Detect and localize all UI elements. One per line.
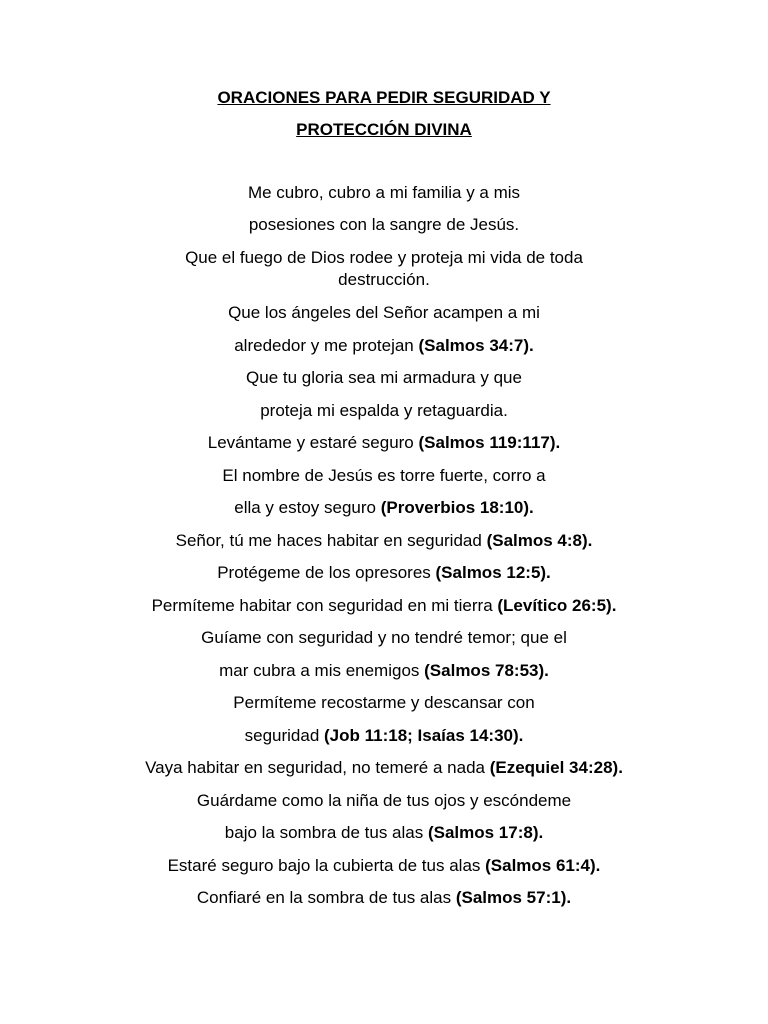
prayer-text: destrucción. bbox=[338, 270, 430, 289]
prayer-line bbox=[0, 791, 768, 811]
prayer-line bbox=[0, 888, 768, 908]
prayer-line bbox=[0, 433, 768, 453]
prayer-text: Permíteme habitar con seguridad en mi tierra bbox=[151, 596, 498, 615]
prayer-text: Estaré seguro bajo la cubierta de tus alas bbox=[167, 856, 486, 875]
scripture-reference: (Salmos 17:8). bbox=[427, 823, 544, 842]
prayer-text: Levántame y estaré seguro bbox=[207, 433, 419, 452]
prayer-line bbox=[0, 563, 768, 583]
prayer-line bbox=[0, 726, 768, 746]
scripture-reference: (Job 11:18; Isaías 14:30). bbox=[324, 726, 524, 745]
prayer-line bbox=[0, 466, 768, 486]
prayer-text: Señor, tú me haces habitar en seguridad bbox=[175, 531, 487, 550]
prayer-text: Me cubro, cubro a mi familia y a mis bbox=[247, 183, 521, 202]
prayer-line bbox=[0, 823, 768, 843]
scripture-reference: (Salmos 12:5). bbox=[435, 563, 551, 582]
prayer-line bbox=[0, 248, 768, 268]
prayer-text: bajo la sombra de tus alas bbox=[224, 823, 428, 842]
prayer-line bbox=[0, 661, 768, 681]
document-title-line-2: PROTECCIÓN DIVINA bbox=[296, 120, 472, 139]
scripture-reference: (Proverbios 18:10). bbox=[380, 498, 534, 517]
scripture-reference: (Salmos 78:53). bbox=[424, 661, 549, 680]
prayer-line bbox=[0, 498, 768, 518]
prayer-text: Que los ángeles del Señor acampen a mi bbox=[228, 303, 540, 322]
prayer-text: Vaya habitar en seguridad, no temeré a nada bbox=[145, 758, 490, 777]
prayer-line bbox=[0, 758, 768, 778]
scripture-reference: (Salmos 57:1). bbox=[455, 888, 572, 907]
prayer-line bbox=[0, 215, 768, 235]
prayer-line bbox=[0, 693, 768, 713]
document-title-line-1: ORACIONES PARA PEDIR SEGURIDAD Y bbox=[217, 88, 551, 107]
prayer-text: Que el fuego de Dios rodee y proteja mi vida de toda bbox=[185, 248, 583, 267]
prayer-text: Protégeme de los opresores bbox=[217, 563, 436, 582]
prayer-text: ella y estoy seguro bbox=[234, 498, 381, 517]
prayer-line bbox=[0, 596, 768, 616]
prayer-line bbox=[0, 401, 768, 421]
prayer-line bbox=[0, 303, 768, 323]
scripture-reference: (Salmos 61:4). bbox=[485, 856, 601, 875]
prayer-text: alrededor y me protejan bbox=[234, 336, 419, 355]
prayer-text: seguridad bbox=[244, 726, 324, 745]
prayer-text: Confiaré en la sombra de tus alas bbox=[196, 888, 456, 907]
prayer-text: Que tu gloria sea mi armadura y que bbox=[246, 368, 522, 387]
prayer-line bbox=[0, 270, 768, 290]
prayer-text: Guíame con seguridad y no tendré temor; que el bbox=[201, 628, 567, 647]
scripture-reference: (Salmos 34:7). bbox=[418, 336, 534, 355]
scripture-reference: (Levítico 26:5). bbox=[497, 596, 617, 615]
prayer-text: Guárdame como la niña de tus ojos y escóndeme bbox=[196, 791, 572, 810]
prayer-text: Permíteme recostarme y descansar con bbox=[233, 693, 535, 712]
scripture-reference: (Salmos 4:8). bbox=[486, 531, 593, 550]
prayer-line bbox=[0, 183, 768, 203]
prayer-line bbox=[0, 531, 768, 551]
prayer-text: proteja mi espalda y retaguardia. bbox=[260, 401, 508, 420]
scripture-reference: (Salmos 119:117). bbox=[418, 433, 561, 452]
prayer-line bbox=[0, 628, 768, 648]
prayer-line bbox=[0, 856, 768, 876]
prayer-line bbox=[0, 336, 768, 356]
scripture-reference: (Ezequiel 34:28). bbox=[489, 758, 623, 777]
prayer-text: mar cubra a mis enemigos bbox=[219, 661, 425, 680]
prayer-text: posesiones con la sangre de Jesús. bbox=[248, 215, 520, 234]
prayer-line bbox=[0, 368, 768, 388]
prayer-text: El nombre de Jesús es torre fuerte, corro a bbox=[222, 466, 546, 485]
